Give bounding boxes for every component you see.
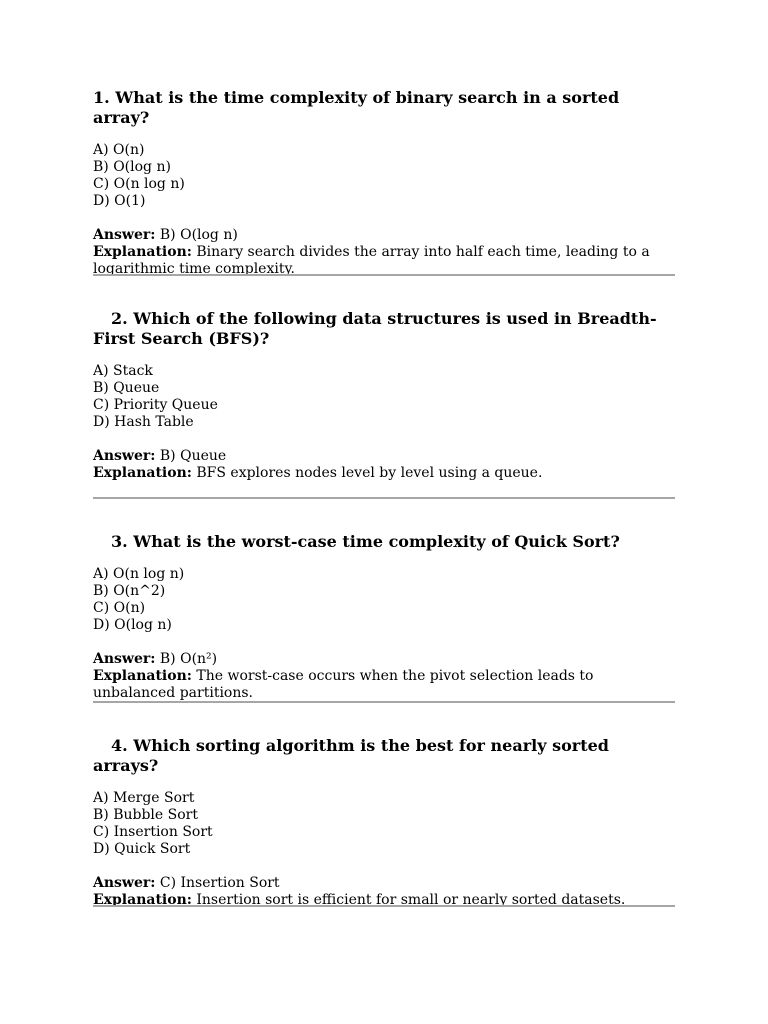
options-list bbox=[93, 790, 675, 858]
question-title: 3. What is the worst-case time complexity of Quick Sort? bbox=[111, 532, 620, 551]
explanation-line bbox=[93, 668, 675, 702]
explanation-label: Explanation: bbox=[93, 892, 192, 908]
answer-line bbox=[93, 227, 675, 244]
option-c: C) O(n) bbox=[93, 600, 146, 616]
options-list bbox=[93, 566, 675, 634]
question-title: 4. Which sorting algorithm is the best for nearly sorted arrays? bbox=[93, 736, 609, 775]
options-list bbox=[93, 142, 675, 210]
answer-block bbox=[93, 875, 675, 909]
divider-1 bbox=[93, 274, 675, 276]
question-4 bbox=[93, 736, 675, 909]
answer-label: Answer: bbox=[93, 448, 156, 464]
option-d: D) O(log n) bbox=[93, 617, 172, 633]
question-2 bbox=[93, 309, 675, 482]
answer-value: C) Insertion Sort bbox=[159, 875, 280, 891]
explanation-text: BFS explores nodes level by level using a queue. bbox=[196, 465, 543, 481]
answer-value: B) Queue bbox=[159, 448, 227, 464]
answer-label: Answer: bbox=[93, 651, 156, 667]
explanation-line bbox=[93, 465, 675, 482]
option-d: D) Quick Sort bbox=[93, 841, 191, 857]
explanation-label: Explanation: bbox=[93, 668, 192, 684]
answer-line bbox=[93, 651, 675, 668]
option-c: C) Priority Queue bbox=[93, 397, 218, 413]
option-b: B) O(log n) bbox=[93, 159, 171, 175]
answer-line bbox=[93, 875, 675, 892]
option-a: A) O(n) bbox=[93, 142, 145, 158]
answer-block bbox=[93, 651, 675, 702]
question-3 bbox=[93, 532, 675, 702]
answer-value: B) O(n²) bbox=[159, 651, 218, 667]
explanation-label: Explanation: bbox=[93, 244, 192, 260]
divider-2 bbox=[93, 497, 675, 499]
option-a: A) Merge Sort bbox=[93, 790, 195, 806]
answer-label: Answer: bbox=[93, 875, 156, 891]
option-b: B) Queue bbox=[93, 380, 160, 396]
answer-value: B) O(log n) bbox=[159, 227, 238, 243]
option-d: D) Hash Table bbox=[93, 414, 194, 430]
divider-3 bbox=[93, 701, 675, 703]
question-1 bbox=[93, 88, 675, 278]
question-title: 2. Which of the following data structures is used in Breadth-First Search (BFS)? bbox=[93, 309, 657, 348]
explanation-text: Binary search divides the array into half each time, leading to a logarithmic time complexity. bbox=[93, 244, 650, 277]
option-c: C) O(n log n) bbox=[93, 176, 185, 192]
option-c: C) Insertion Sort bbox=[93, 824, 213, 840]
answer-block bbox=[93, 227, 675, 278]
answer-block bbox=[93, 448, 675, 482]
explanation-text: The worst-case occurs when the pivot selection leads to unbalanced partitions. bbox=[93, 668, 594, 701]
explanation-text: Insertion sort is efficient for small or nearly sorted datasets. bbox=[196, 892, 626, 908]
option-a: A) Stack bbox=[93, 363, 153, 379]
option-a: A) O(n log n) bbox=[93, 566, 185, 582]
option-b: B) Bubble Sort bbox=[93, 807, 198, 823]
divider-4 bbox=[93, 905, 675, 907]
option-d: D) O(1) bbox=[93, 193, 146, 209]
explanation-label: Explanation: bbox=[93, 465, 192, 481]
option-b: B) O(n^2) bbox=[93, 583, 166, 599]
answer-label: Answer: bbox=[93, 227, 156, 243]
options-list bbox=[93, 363, 675, 431]
answer-line bbox=[93, 448, 675, 465]
explanation-line bbox=[93, 244, 675, 278]
question-title: 1. What is the time complexity of binary search in a sorted array? bbox=[93, 88, 620, 127]
